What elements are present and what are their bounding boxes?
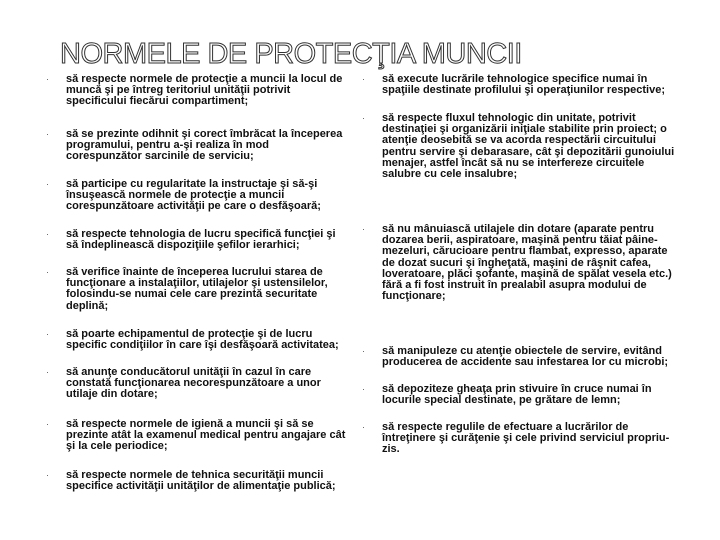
bullet-icon: · [46, 74, 49, 84]
bullet-item [46, 179, 346, 229]
bullet-icon: · [362, 346, 365, 356]
bullet-icon: · [46, 229, 49, 239]
bullet-text: să participe cu regularitate la instructaje şi să-şi însuşească normele de protecţie a muncii corespunzătoare activităţii pe care o desfăşoară; [66, 178, 321, 213]
bullet-icon: · [362, 384, 365, 394]
bullet-text: să respecte regulile de efectuare a lucrărilor de întreţinere şi curăţenie şi cele privind serviciul propriu-zis. [382, 421, 670, 456]
bullet-icon: · [46, 419, 49, 429]
bullet-text: să depoziteze gheaţa prin stivuire în cruce numai în locurile special destinate, pe grătare de lemn; [382, 383, 652, 407]
left-bullet-column [46, 74, 346, 510]
bullet-text: să se prezinte odihnit şi corect îmbrăcat la începerea programului, pentru a-şi realiza în mod corespunzător sarcinile de serviciu; [66, 128, 343, 163]
bullet-text: să respecte normele de igienă a muncii şi să se prezinte atât la examenul medical pentru angajare cât şi la cele periodice; [66, 418, 346, 453]
bullet-item [46, 267, 346, 329]
bullet-text: să poarte echipamentul de protecţie şi de lucru specific condiţiilor în care îşi desfăşoară activitatea; [66, 328, 339, 352]
bullet-text: să nu mânuiască utilajele din dotare (aparate pentru dozarea berii, aspiratoare, maşină pentru tăiat pâine-mezeluri, cărucioare pentru flambat, expresso, aparate de dozat sucuri şi îngheţată, maşini de râşnit cafea, loveratoare, plăci şofante, maşină de spălat vesela etc.) fără a fi fost instruit în prealabil asupra modului de funcţionare; [382, 223, 672, 303]
bullet-icon: · [362, 113, 365, 123]
bullet-item [362, 74, 680, 113]
bullet-item [46, 470, 346, 510]
bullet-icon: · [362, 422, 365, 432]
bullet-icon: · [46, 367, 49, 377]
bullet-icon: · [46, 329, 49, 339]
bullet-item [362, 113, 680, 224]
bullet-item [46, 129, 346, 179]
bullet-text: să anunţe conducătorul unităţii în cazul în care constată funcţionarea necorespunzătoare a unor utilaje din dotare; [66, 366, 321, 401]
bullet-icon: · [46, 470, 49, 480]
right-bullet-column [362, 74, 680, 460]
bullet-item [46, 229, 346, 267]
slide-title: NORMELE DE PROTECŢIA MUNCII [60, 38, 522, 70]
bullet-item [46, 419, 346, 470]
bullet-text: să respecte normele de tehnica securităţii muncii specifice activităţii unităţilor de alimentaţie publică; [66, 469, 336, 493]
bullet-icon: · [46, 179, 49, 189]
bullet-item [362, 346, 680, 384]
bullet-text: să respecte fluxul tehnologic din unitate, potrivit destinaţiei şi organizării iniţiale stabilite prin proiect; o atenţie deosebită se va acorda respectării circuitului pentru servire şi debarasare, cât şi depozitării gunoiului menajer, astfel încât să nu se interfereze circuitele salubre cu cele insalubre; [382, 112, 675, 181]
bullet-item [46, 329, 346, 367]
bullet-item [46, 367, 346, 419]
bullet-text: să respecte tehnologia de lucru specifică funcţiei şi să îndeplinească dispoziţiile şefilor ierarhici; [66, 228, 336, 252]
bullet-icon: · [46, 267, 49, 277]
bullet-item [362, 224, 680, 346]
bullet-text: să execute lucrările tehnologice specifice numai în spaţiile destinate profilului şi operaţiunilor respective; [382, 73, 666, 97]
bullet-icon: · [46, 129, 49, 139]
bullet-text: să manipuleze cu atenţie obiectele de servire, evitând producerea de accidente sau infestarea lor cu microbi; [382, 345, 669, 369]
bullet-item [362, 384, 680, 422]
bullet-icon: · [362, 74, 365, 84]
bullet-item [362, 422, 680, 460]
bullet-item [46, 74, 346, 129]
bullet-text: să verifice înainte de începerea lucrului starea de funcţionare a instalaţiilor, utilajelor şi ustensilelor, folosindu-se numai cele care prezintă securitate deplină; [66, 266, 328, 312]
bullet-icon: · [362, 224, 365, 234]
bullet-text: să respecte normele de protecţie a muncii la locul de muncă şi pe întreg teritoriul unităţii potrivit specificului fiecărui compartiment; [66, 73, 343, 108]
